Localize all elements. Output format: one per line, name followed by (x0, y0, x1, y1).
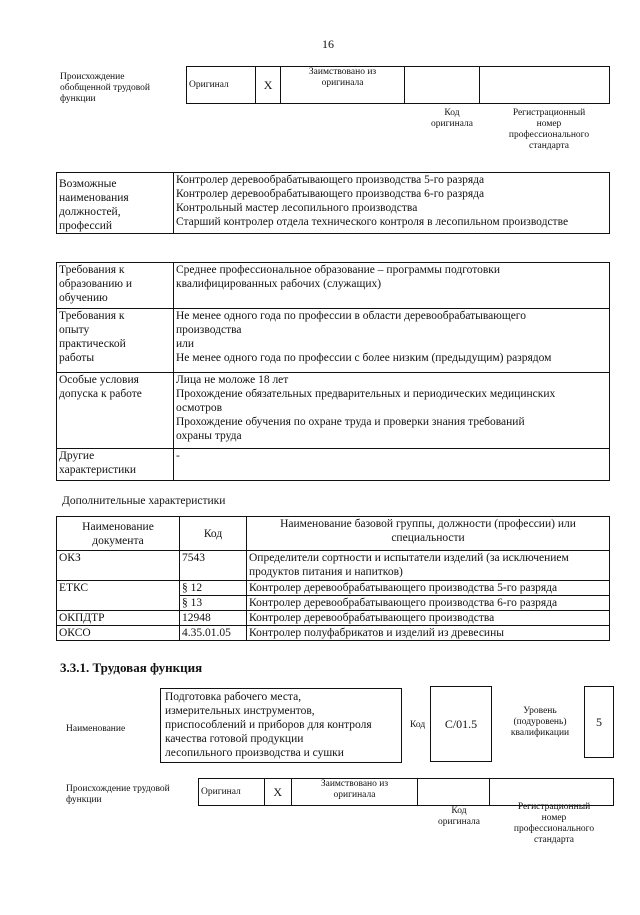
function-code-box (430, 686, 492, 762)
code-original-cell (404, 67, 479, 104)
header-code: Код (180, 517, 247, 551)
origin-label-2: Происхождение трудовой функции (66, 784, 170, 805)
level-box (584, 686, 614, 758)
row-doc: ОКСО (57, 626, 180, 641)
row-doc: ОКЗ (57, 551, 180, 581)
function-name-value: Подготовка рабочего места, измерительных инструментов, приспособлений и приборов для контроля качества готовой продукции лесопильного производства и сушки (161, 689, 402, 763)
row-doc: ОКПДТР (57, 611, 180, 626)
req-admission-value: Лица не моложе 18 лет Прохождение обязательных предварительных и периодических медицинских осмотров Прохождение обучения по охране труда и проверки знания требований охраны труда (174, 373, 610, 449)
function-name-box (160, 688, 402, 763)
req-education-label: Требования к образованию и обучению (57, 263, 174, 309)
function-name-label: Наименование (66, 724, 126, 734)
additional-title: Дополнительные характеристики (62, 495, 226, 507)
requirements-table (56, 262, 610, 481)
row-code: § 13 (180, 596, 247, 611)
positions-label: Возможные наименования должностей, профессий (57, 173, 174, 234)
req-experience-value: Не менее одного года по профессии в области деревообрабатывающего производства или Не менее одного года по профессии с более низким (предыдущим) разрядом (174, 309, 610, 373)
req-other-label: Другие характеристики (57, 449, 174, 481)
row-name: Определители сортности и испытатели изделий (за исключением продуктов питания и напитков) (247, 551, 610, 581)
original-cell-2: Оригинал (199, 779, 265, 806)
code-original-caption-2: Код оригинала (438, 806, 480, 827)
original-mark-2: X (264, 779, 291, 806)
positions-values: Контролер деревообрабатывающего производства 5-го разряда Контролер деревообрабатывающего производства 6-го разряда Контрольный мастер лесопильного производства Старший контролер отдела технического контроля в лесопильном производстве (174, 173, 610, 234)
req-education-value: Среднее профессиональное образование – программы подготовки квалифицированных рабочих (служащих) (174, 263, 610, 309)
row-name: Контролер деревообрабатывающего производства 6-го разряда (247, 596, 610, 611)
borrowed-cell-2: Заимствовано из оригинала (291, 779, 417, 806)
row-code: 4.35.01.05 (180, 626, 247, 641)
req-admission-label: Особые условия допуска к работе (57, 373, 174, 449)
regnum-caption: Регистрационный номер профессионального стандарта (508, 108, 590, 151)
row-name: Контролер полуфабрикатов и изделий из древесины (247, 626, 610, 641)
original-cell: Оригинал (187, 67, 256, 104)
row-doc: ЕТКС (57, 581, 180, 611)
section-title: 3.3.1. Трудовая функция (60, 660, 203, 675)
borrowed-cell: Заимствовано из оригинала (281, 67, 404, 104)
regnum-caption-2: Регистрационный номер профессионального стандарта (513, 802, 595, 845)
original-mark: X (255, 67, 281, 104)
function-code-label: Код (410, 720, 426, 730)
additional-table (56, 516, 610, 641)
code-original-cell-2 (418, 779, 490, 806)
origin-label: Происхождение обобщенной трудовой функции (60, 72, 150, 104)
level-value: 5 (585, 687, 614, 758)
row-name: Контролер деревообрабатывающего производства 5-го разряда (247, 581, 610, 596)
function-code-value: C/01.5 (431, 687, 492, 762)
req-experience-label: Требования к опыту практической работы (57, 309, 174, 373)
row-code: 12948 (180, 611, 247, 626)
regnum-cell (479, 67, 609, 104)
origin-table (186, 66, 610, 104)
req-other-value: - (174, 449, 610, 481)
header-doc: Наименование документа (57, 517, 180, 551)
page-number: 16 (322, 37, 334, 51)
code-original-caption: Код оригинала (431, 108, 473, 129)
row-name: Контролер деревообрабатывающего производства (247, 611, 610, 626)
level-label: Уровень (подуровень) квалификации (510, 706, 570, 738)
row-code: § 12 (180, 581, 247, 596)
positions-table (56, 172, 610, 234)
header-name: Наименование базовой группы, должности (профессии) или специальности (247, 517, 610, 551)
row-code: 7543 (180, 551, 247, 581)
